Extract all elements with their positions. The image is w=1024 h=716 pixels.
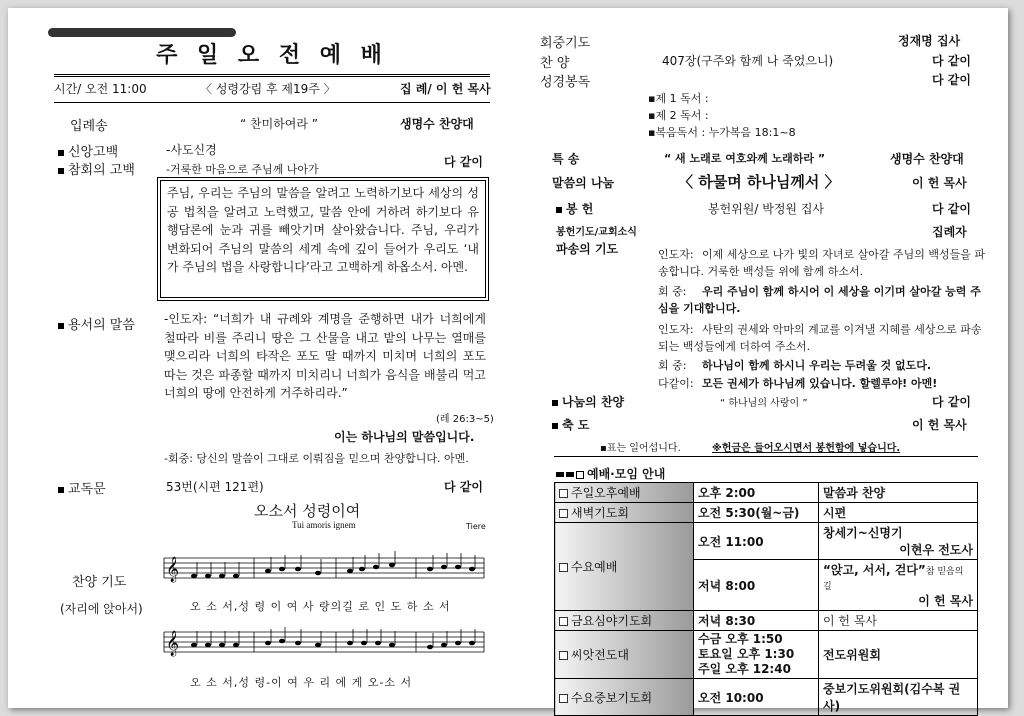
table-row: 수요중보기도회 오전 10:00 중보기도위원회(김수복 권사) bbox=[555, 679, 978, 716]
entrance-by: 생명수 찬양대 bbox=[400, 117, 474, 131]
schedule-table bbox=[554, 482, 978, 716]
rep-prayer-by: 정재명 집사 bbox=[898, 34, 961, 48]
closing-hymn-by: 다 같이 bbox=[932, 395, 971, 409]
blessing-by: 이 헌 목사 bbox=[912, 418, 967, 432]
sermon-label: 말씀의 나눔 bbox=[552, 176, 615, 190]
table-row: 주일오후예배 오후 2:00 말씀과 찬양 bbox=[555, 483, 978, 503]
prayer-line: 인도자: 이제 세상으로 나가 빛의 자녀로 살아갈 주님의 백성들을 파송합니다. 거룩한 백성들 위에 함께 하소서. bbox=[658, 248, 985, 278]
scripture-label: 성경봉독 bbox=[540, 75, 591, 90]
offering-label: 봉 헌 bbox=[556, 200, 593, 217]
divider bbox=[54, 102, 490, 103]
table-row: 금요심야기도회 저녁 8:30 이 헌 목사 bbox=[555, 611, 978, 631]
pardon-label: 용서의 말씀 bbox=[58, 314, 135, 333]
sermon-title: 〈 하물며 하나님께서 〉 bbox=[678, 173, 840, 191]
hymn-by: 다 같이 bbox=[932, 54, 971, 68]
psalm-by: 다 같이 bbox=[444, 480, 483, 494]
special-value: “ 새 노래로 여호와께 노래하라 ” bbox=[664, 152, 826, 165]
offering-by: 다 같이 bbox=[932, 202, 971, 216]
prayer-line: 회 중: 하나님이 함께 하시니 우리는 두려울 것 없도다. bbox=[658, 359, 932, 372]
pardon-word: 이는 하나님의 말씀입니다. bbox=[334, 430, 475, 444]
bulletin-page bbox=[8, 8, 1008, 713]
pardon-text: -인도자: “너희가 내 규례와 계명을 준행하면 내가 너희에게 철따라 비를 주리니 땅은 그 산물을 내고 밭의 나무는 열매를 맺으리라 너희의 타작은 포도 딸 때까지 미치며 너희의 포도 따는 것은 파종할 때까지 미치리니 너희가 음식을 배불리 먹고 너희의 땅에 안전하게 거주하리라.” bbox=[164, 312, 486, 400]
special-by: 생명수 찬양대 bbox=[890, 152, 964, 166]
lyrics-line-2: 오 소 서,성 령-이 여 우 리 에 게 오-소 서 bbox=[190, 676, 413, 689]
table-row: 새벽기도회 오전 5:30(월~금) 시편 bbox=[555, 503, 978, 523]
closing-hymn-label: 나눔의 찬양 bbox=[552, 393, 624, 410]
repent-label: 참회의 고백 bbox=[58, 159, 135, 178]
music-subtitle: Tui amoris ignem bbox=[292, 520, 356, 530]
music-composer: Tiere bbox=[466, 522, 486, 531]
offering-value: 봉헌위원/ 박정원 집사 bbox=[708, 202, 825, 216]
note-stand: ▪표는 일어섭니다. bbox=[600, 443, 681, 454]
repent-value: -거룩한 마음으로 주님께 나아가 bbox=[166, 163, 319, 176]
special-label: 특 송 bbox=[552, 152, 580, 166]
creed-label: 신앙고백 bbox=[58, 141, 118, 160]
table-row: 씨앗전도대 수금 오후 1:50 토요일 오후 1:30 주일 오후 12:40 전도위원회 bbox=[555, 631, 978, 679]
entrance-label: 입례송 bbox=[70, 119, 108, 134]
pardon-ref: (레 26:3~5) bbox=[436, 414, 494, 425]
music-score bbox=[158, 498, 488, 698]
rep-prayer-label: 회중기도 bbox=[540, 36, 591, 51]
svg-text:𝄞: 𝄞 bbox=[166, 631, 180, 656]
pardon-response: -회중: 당신의 말씀이 그대로 이뤄짐을 믿으며 찬양합니다. 아멘. bbox=[164, 452, 469, 465]
reading-2: ▪제 2 독서 : bbox=[648, 109, 709, 122]
reading-1: ▪제 1 독서 : bbox=[648, 92, 709, 105]
hymn-label: 찬 양 bbox=[540, 56, 570, 71]
hymn-prayer-sub: (자리에 앉아서) bbox=[60, 602, 143, 616]
schedule-heading: 예배·모임 안내 bbox=[556, 465, 665, 482]
news-label: 봉헌기도/교회소식 bbox=[556, 227, 637, 238]
psalm-value: 53번(시편 121편) bbox=[166, 480, 264, 494]
leader-label: 집 례/ 이 헌 목사 bbox=[400, 82, 491, 96]
confession-box: 주님, 우리는 주님의 말씀을 알려고 노력하기보다 세상의 성공 법칙을 알려고 노력했고, 말씀 안에 거하려 하기보다 유행담론에 눈과 귀를 빼앗기며 살아왔습니다. 주님, 우리가 변화되어 주님의 말씀의 세계 속에 깊이 들어가 우리도 ‘내가 주님의 법을 사랑합니다’라고 고백하게 하옵소서. 아멘. bbox=[160, 180, 486, 298]
title-divider bbox=[54, 74, 490, 77]
prayer-line: 회 중: 우리 주님이 함께 하시어 이 세상을 이기며 살아갈 능력 주심을 기대합니다. bbox=[658, 285, 981, 315]
scripture-by: 다 같이 bbox=[932, 73, 971, 87]
sermon-by: 이 헌 목사 bbox=[912, 176, 967, 190]
news-by: 집례자 bbox=[932, 225, 967, 239]
note-offering: ※헌금은 들어오시면서 봉헌함에 넣습니다. bbox=[712, 443, 901, 454]
page-title: 주 일 오 전 예 배 bbox=[156, 43, 388, 68]
lyrics-line-1: 오 소 서,성 령 이 여 사 랑의길 로 인 도 하 소 서 bbox=[190, 600, 451, 613]
hymn-prayer-label: 찬양 기도 bbox=[72, 575, 127, 590]
season-label: 〈 성령강림 후 제19주 〉 bbox=[200, 82, 336, 96]
service-time: 시간/ 오전 11:00 bbox=[54, 82, 147, 96]
prayer-line: 다같이: 모든 권세가 하나님께 있습니다. 할렐루야! 아멘! bbox=[658, 377, 938, 390]
table-row: 수요예배 오전 11:00 창세기~신명기 이현우 전도사 bbox=[555, 523, 978, 560]
sending-label: 파송의 기도 bbox=[556, 242, 619, 256]
repent-by: 다 같이 bbox=[444, 155, 483, 169]
creed-value: -사도신경 bbox=[166, 143, 217, 157]
music-title: 오소서 성령이여 bbox=[254, 502, 361, 520]
closing-hymn-value: “ 하나님의 사랑이 ” bbox=[720, 398, 808, 409]
reading-gospel: ▪복음독서 : 누가복음 18:1~8 bbox=[648, 126, 796, 139]
psalm-label: 교독문 bbox=[58, 478, 106, 497]
divider bbox=[554, 456, 978, 457]
table-row: 저녁 8:00 “앉고, 서서, 걷다”참 믿음의 길 이 헌 목사 bbox=[555, 560, 978, 611]
hymn-value: 407장(구주와 함께 나 죽었으니) bbox=[662, 54, 834, 68]
svg-text:𝄞: 𝄞 bbox=[166, 557, 180, 582]
entrance-song: “ 찬미하여라 ” bbox=[240, 117, 319, 131]
blessing-label: 축 도 bbox=[552, 416, 589, 433]
prayer-line: 인도자: 사탄의 권세와 악마의 계교를 이겨낼 지혜를 세상으로 파송되는 백성들에게 더하여 주소서. bbox=[658, 323, 982, 353]
header-bar bbox=[48, 28, 236, 37]
